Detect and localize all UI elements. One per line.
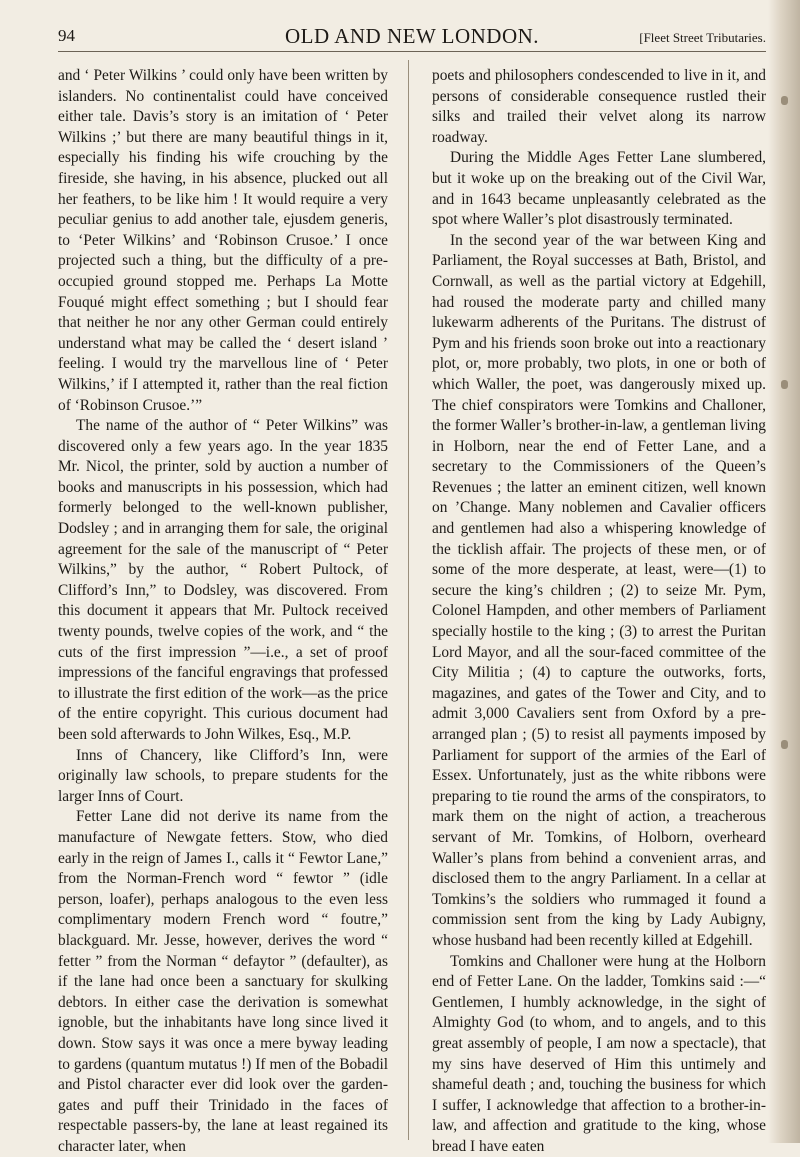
paragraph: In the second year of the war between King and Parliament, the Royal successes at Bath, Bristol, and Cornwall, as well as the partial victory at Edgehill, had roused the moderate party and chilled many lukewarm adherents of the Puritans. The distrust of Pym and his friends soon broke out into a reactionary plot, or, more probably, two plots, in one or both of which Waller, the poet, was dangerously mixed up. The chief conspirators were Tomkins and Challoner, the former Waller’s brother-in-law, a gentleman living in Holborn, near the end of Fetter Lane, and a secretary to the Commissioners of the Queen’s Revenues ; the latter an eminent citizen, well known on ’Change. Many noblemen and Cavalier officers and gentlemen had also a whispering knowledge of the ticklish affair. The projects of these men, or of some of the more desperate, at least, were—(1) to secure the king’s children ; (2) to seize Mr. Pym, Colonel Hampden, and other members of Parliament specially hostile to the king ; (3) to arrest the Puritan Lord Mayor, and all the sour-faced committee of the City Militia ; (4) to capture the outworks, forts, magazines, and gates of the Tower and City, and to admit 3,000 Cavaliers sent from Oxford by a pre-arranged plan ; (5) to resist all payments imposed by Parliament for support of the armies of the Earl of Essex. Unfortunately, just as the white ribbons were preparing to tie round the arms of the conspirators, to mark them on the night of action, a treacherous servant of Mr. Tomkins, of Holborn, overheard Waller’s plans from behind a convenient arras, and disclosed them to the angry Parliament. In a cellar at Tomkins’s the soldiers who rummaged it found a commission sent from the king by Lady Aubigny, whose husband had been recently killed at Edgehill. xyxy=(432,231,766,949)
header-rule xyxy=(58,51,766,52)
page-mark xyxy=(781,740,788,749)
left-column xyxy=(58,66,388,1157)
running-header xyxy=(58,24,766,50)
paragraph: During the Middle Ages Fetter Lane slumbered, but it woke up on the breaking out of the Civil War, and in 1643 became unpleasantly celebrated as the spot where Waller’s plot disastrously terminated. xyxy=(432,149,766,229)
running-title: OLD AND NEW LONDON. xyxy=(284,24,540,48)
paragraph: Tomkins and Challoner were hung at the Holborn end of Fetter Lane. On the ladder, Tomkins said :—“ Gentlemen, I humbly acknowledge, in the sight of Almighty God (to whom, and to angels, and to this great assembly of people, I am now a spectacle), that my sins have deserved of Him this untimely and shameful death ; and, touching the business for which I suffer, I acknowledge that affection to a brother-in-law, and affection and gratitude to the king, whose bread I have eaten xyxy=(432,952,766,1155)
paragraph: The name of the author of “ Peter Wilkins” was discovered only a few years ago. In the year 1835 Mr. Nicol, the printer, sold by auction a number of books and manuscripts in his possession, which had formerly belonged to the well-known publisher, Dodsley ; and in arranging them for sale, the original agreement for the sale of the manuscript of “ Peter Wilkins,” by the author, “ Robert Pultock, of Clifford’s Inn,” to Dodsley, was discovered. From this document it appears that Mr. Pultock received twenty pounds, twelve copies of the work, and “ the cuts of the first impression ”—i.e., a set of proof impressions of the fanciful engravings that professed to illustrate the first edition of the work—as the price of the entire copyright. This curious document had been sold afterwards to John Wilkes, Esq., M.P. xyxy=(58,417,388,743)
column-divider xyxy=(408,60,409,1140)
page-mark xyxy=(781,380,788,389)
section-title: [Fleet Street Tributaries. xyxy=(639,30,766,45)
paragraph: Fetter Lane did not derive its name from the manufacture of Newgate fetters. Stow, who died early in the reign of James I., calls it “ Fewtor Lane,” from the Norman-French word “ fewtor ” (idle person, loafer), perhaps analogous to the even less complimentary modern French word “ foutre,” blackguard. Mr. Jesse, however, derives the word “ fetter ” from the Norman “ defaytor ” (defaulter), as if the lane had once been a sanctuary for skulking debtors. In either case the derivation is somewhat ignoble, but the inhabitants have long since lived it down. Stow says it was once a mere byway leading to gardens (quantum mutatus !) If men of the Bobadil and Pistol character ever did look over the garden-gates and puff their Trinidado in the faces of respectable passers-by, the lane at least regained its character later, when xyxy=(58,808,388,1155)
paragraph: Inns of Chancery, like Clifford’s Inn, were originally law schools, to prepare students for the larger Inns of Court. xyxy=(58,746,388,805)
page-edge-shadow xyxy=(768,0,800,1143)
right-column xyxy=(432,66,766,1157)
paragraph: poets and philosophers condescended to live in it, and persons of considerable consequence rustled their silks and trailed their velvet along its narrow roadway. xyxy=(432,67,766,146)
page-mark xyxy=(781,96,788,105)
paragraph: and ‘ Peter Wilkins ’ could only have been written by islanders. No continentalist could have conceived either tale. Davis’s story is an imitation of ‘ Peter Wilkins ;’ but there are many beautiful things in it, especially his finding his wife crouching by the fireside, she having, in his absence, plucked out all her feathers, to be like him ! It would require a very peculiar genius to add another tale, ejusdem generis, to ‘Peter Wilkins’ and ‘Robinson Crusoe.’ I once projected such a thing, but the difficulty of a pre-occupied ground stopped me. Perhaps La Motte Fouqué might effect something ; but I should fear that neither he nor any other German could entirely understand what may be called the ‘ desert island ’ feeling. I would try the marvellous line of ‘ Peter Wilkins,’ if I attempted it, rather than the real fiction of ‘Robinson Crusoe.’” xyxy=(58,67,388,414)
page-number: 94 xyxy=(58,26,75,45)
